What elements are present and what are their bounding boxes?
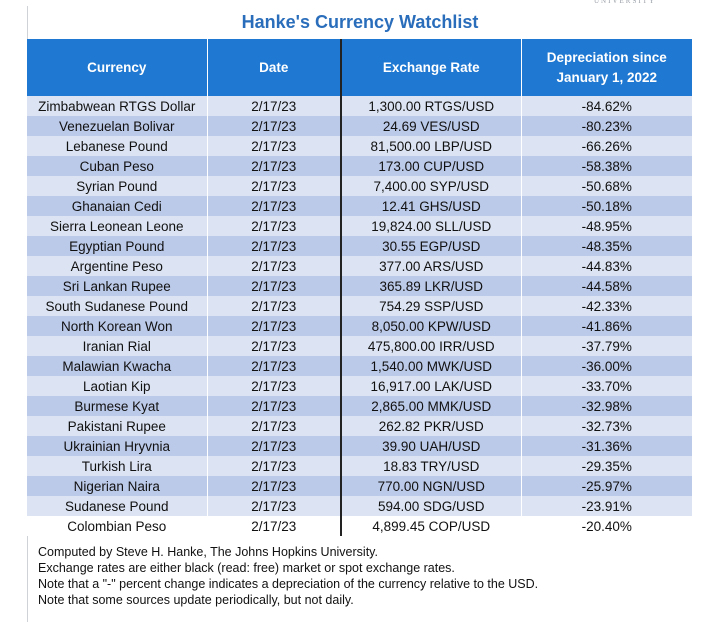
cell-currency: Laotian Kip bbox=[27, 376, 207, 396]
cell-depreciation: -23.91% bbox=[521, 496, 692, 516]
table-row bbox=[27, 356, 692, 376]
table-row bbox=[27, 456, 692, 476]
cell-exchange-rate: 2,865.00 MMK/USD bbox=[341, 396, 521, 416]
cell-date: 2/17/23 bbox=[207, 156, 341, 176]
cell-depreciation: -84.62% bbox=[521, 96, 692, 116]
cell-currency: South Sudanese Pound bbox=[27, 296, 207, 316]
cell-exchange-rate: 19,824.00 SLL/USD bbox=[341, 216, 521, 236]
cell-depreciation: -37.79% bbox=[521, 336, 692, 356]
cell-currency: Malawian Kwacha bbox=[27, 356, 207, 376]
cell-depreciation: -25.97% bbox=[521, 476, 692, 496]
cell-date: 2/17/23 bbox=[207, 116, 341, 136]
table-row bbox=[27, 496, 692, 516]
cell-exchange-rate: 4,899.45 COP/USD bbox=[341, 516, 521, 536]
cell-currency: Sudanese Pound bbox=[27, 496, 207, 516]
cell-currency: Iranian Rial bbox=[27, 336, 207, 356]
cell-currency: Turkish Lira bbox=[27, 456, 207, 476]
cell-depreciation: -31.36% bbox=[521, 436, 692, 456]
table-row bbox=[27, 336, 692, 356]
cell-depreciation: -20.40% bbox=[521, 516, 692, 536]
cell-exchange-rate: 754.29 SSP/USD bbox=[341, 296, 521, 316]
cell-currency: North Korean Won bbox=[27, 316, 207, 336]
cell-date: 2/17/23 bbox=[207, 256, 341, 276]
cell-depreciation: -80.23% bbox=[521, 116, 692, 136]
cell-date: 2/17/23 bbox=[207, 176, 341, 196]
currency-table bbox=[27, 39, 692, 536]
cell-date: 2/17/23 bbox=[207, 276, 341, 296]
cell-currency: Sierra Leonean Leone bbox=[27, 216, 207, 236]
cell-currency: Cuban Peso bbox=[27, 156, 207, 176]
cell-exchange-rate: 365.89 LKR/USD bbox=[341, 276, 521, 296]
cell-currency: Zimbabwean RTGS Dollar bbox=[27, 96, 207, 116]
table-row bbox=[27, 276, 692, 296]
cell-date: 2/17/23 bbox=[207, 236, 341, 256]
cell-currency: Lebanese Pound bbox=[27, 136, 207, 156]
cell-currency: Nigerian Naira bbox=[27, 476, 207, 496]
cell-depreciation: -33.70% bbox=[521, 376, 692, 396]
cell-exchange-rate: 24.69 VES/USD bbox=[341, 116, 521, 136]
table-row bbox=[27, 416, 692, 436]
cell-exchange-rate: 16,917.00 LAK/USD bbox=[341, 376, 521, 396]
cell-date: 2/17/23 bbox=[207, 96, 341, 116]
table-row bbox=[27, 156, 692, 176]
cell-currency: Argentine Peso bbox=[27, 256, 207, 276]
table-row bbox=[27, 176, 692, 196]
header-depreciation bbox=[521, 39, 692, 96]
table-row bbox=[27, 296, 692, 316]
cell-currency: Syrian Pound bbox=[27, 176, 207, 196]
cell-date: 2/17/23 bbox=[207, 416, 341, 436]
cell-exchange-rate: 12.41 GHS/USD bbox=[341, 196, 521, 216]
header-date: Date bbox=[207, 39, 341, 96]
cell-depreciation: -48.35% bbox=[521, 236, 692, 256]
cell-date: 2/17/23 bbox=[207, 376, 341, 396]
cell-currency: Burmese Kyat bbox=[27, 396, 207, 416]
header-exchange-rate: Exchange Rate bbox=[341, 39, 521, 96]
cell-date: 2/17/23 bbox=[207, 216, 341, 236]
cell-exchange-rate: 30.55 EGP/USD bbox=[341, 236, 521, 256]
cell-date: 2/17/23 bbox=[207, 396, 341, 416]
cell-exchange-rate: 173.00 CUP/USD bbox=[341, 156, 521, 176]
cell-date: 2/17/23 bbox=[207, 356, 341, 376]
cell-depreciation: -44.58% bbox=[521, 276, 692, 296]
cell-depreciation: -32.98% bbox=[521, 396, 692, 416]
footnote: Note that a "-" percent change indicates a depreciation of the currency relative to the USD. bbox=[38, 577, 539, 591]
cell-currency: Pakistani Rupee bbox=[27, 416, 207, 436]
table-row bbox=[27, 236, 692, 256]
table-row bbox=[27, 436, 692, 456]
header-depreciation-line2: January 1, 2022 bbox=[556, 69, 658, 85]
cell-currency: Colombian Peso bbox=[27, 516, 207, 536]
table-row bbox=[27, 116, 692, 136]
cell-date: 2/17/23 bbox=[207, 136, 341, 156]
table-row bbox=[27, 376, 692, 396]
footnote: Computed by Steve H. Hanke, The Johns Hopkins University. bbox=[38, 545, 378, 559]
cell-exchange-rate: 1,300.00 RTGS/USD bbox=[341, 96, 521, 116]
table-row bbox=[27, 136, 692, 156]
footnote: Note that some sources update periodically, but not daily. bbox=[38, 593, 354, 607]
cell-exchange-rate: 475,800.00 IRR/USD bbox=[341, 336, 521, 356]
table-row bbox=[27, 96, 692, 116]
cell-date: 2/17/23 bbox=[207, 496, 341, 516]
cell-currency: Egyptian Pound bbox=[27, 236, 207, 256]
header-currency: Currency bbox=[27, 39, 207, 96]
university-watermark: UNIVERSITY bbox=[594, 0, 656, 5]
cell-exchange-rate: 39.90 UAH/USD bbox=[341, 436, 521, 456]
table-row bbox=[27, 256, 692, 276]
table-row bbox=[27, 516, 692, 536]
cell-exchange-rate: 594.00 SDG/USD bbox=[341, 496, 521, 516]
cell-exchange-rate: 18.83 TRY/USD bbox=[341, 456, 521, 476]
cell-depreciation: -58.38% bbox=[521, 156, 692, 176]
cell-exchange-rate: 377.00 ARS/USD bbox=[341, 256, 521, 276]
table-row bbox=[27, 396, 692, 416]
cell-depreciation: -41.86% bbox=[521, 316, 692, 336]
cell-date: 2/17/23 bbox=[207, 196, 341, 216]
cell-date: 2/17/23 bbox=[207, 296, 341, 316]
cell-date: 2/17/23 bbox=[207, 316, 341, 336]
header-depreciation-line1: Depreciation since bbox=[546, 49, 667, 65]
footnote: Exchange rates are either black (read: free) market or spot exchange rates. bbox=[38, 561, 455, 575]
table-row bbox=[27, 316, 692, 336]
cell-depreciation: -32.73% bbox=[521, 416, 692, 436]
cell-exchange-rate: 81,500.00 LBP/USD bbox=[341, 136, 521, 156]
cell-date: 2/17/23 bbox=[207, 516, 341, 536]
cell-depreciation: -66.26% bbox=[521, 136, 692, 156]
cell-depreciation: -50.18% bbox=[521, 196, 692, 216]
cell-date: 2/17/23 bbox=[207, 456, 341, 476]
cell-depreciation: -42.33% bbox=[521, 296, 692, 316]
cell-exchange-rate: 770.00 NGN/USD bbox=[341, 476, 521, 496]
table-row bbox=[27, 216, 692, 236]
footnotes bbox=[38, 544, 538, 608]
cell-exchange-rate: 262.82 PKR/USD bbox=[341, 416, 521, 436]
cell-exchange-rate: 8,050.00 KPW/USD bbox=[341, 316, 521, 336]
cell-exchange-rate: 7,400.00 SYP/USD bbox=[341, 176, 521, 196]
page-title: Hanke's Currency Watchlist bbox=[241, 12, 479, 32]
cell-depreciation: -29.35% bbox=[521, 456, 692, 476]
cell-date: 2/17/23 bbox=[207, 436, 341, 456]
cell-date: 2/17/23 bbox=[207, 336, 341, 356]
cell-depreciation: -36.00% bbox=[521, 356, 692, 376]
table-row bbox=[27, 196, 692, 216]
cell-currency: Sri Lankan Rupee bbox=[27, 276, 207, 296]
table-row bbox=[27, 476, 692, 496]
cell-depreciation: -44.83% bbox=[521, 256, 692, 276]
cell-exchange-rate: 1,540.00 MWK/USD bbox=[341, 356, 521, 376]
cell-date: 2/17/23 bbox=[207, 476, 341, 496]
cell-currency: Venezuelan Bolivar bbox=[27, 116, 207, 136]
cell-currency: Ukrainian Hryvnia bbox=[27, 436, 207, 456]
cell-depreciation: -50.68% bbox=[521, 176, 692, 196]
cell-currency: Ghanaian Cedi bbox=[27, 196, 207, 216]
table-header-row bbox=[27, 39, 692, 96]
cell-depreciation: -48.95% bbox=[521, 216, 692, 236]
